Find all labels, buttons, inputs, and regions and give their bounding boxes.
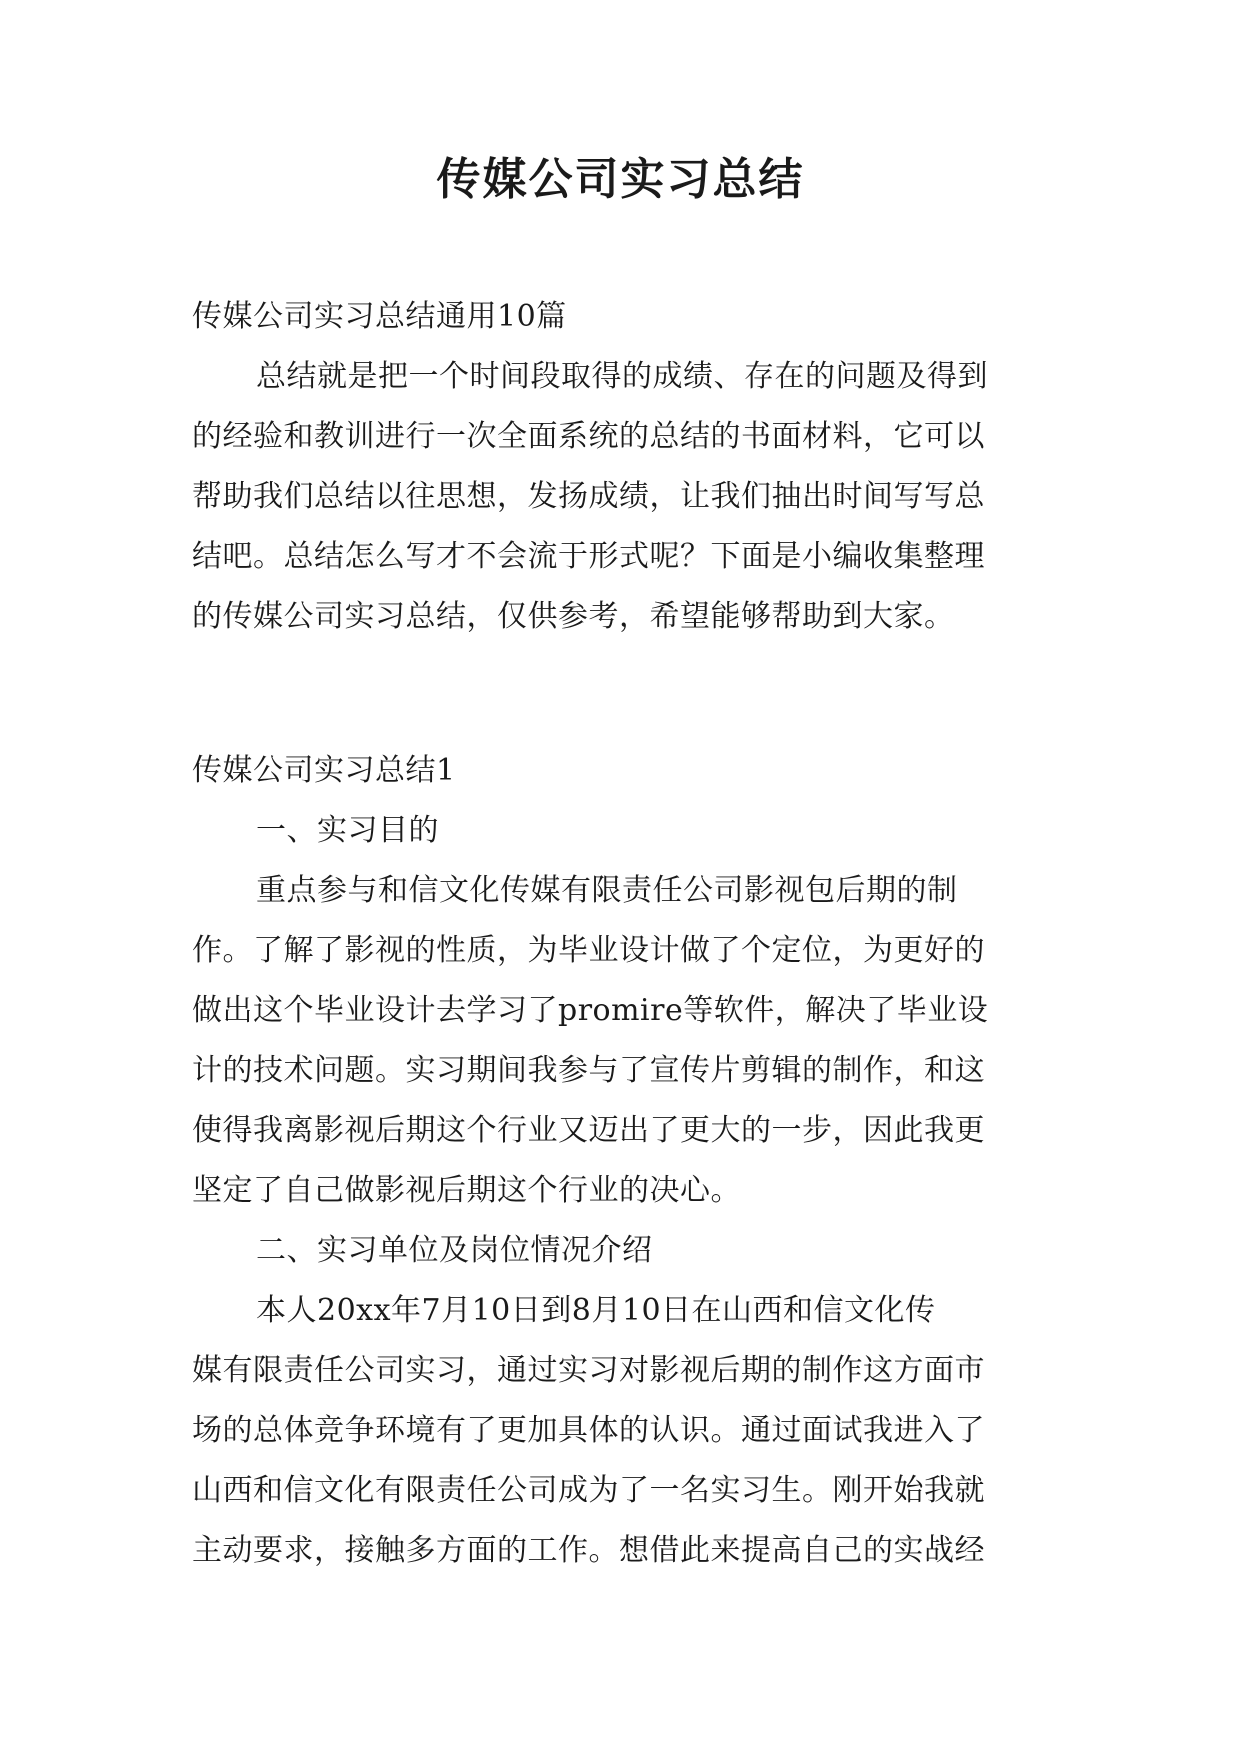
document-title: 传媒公司实习总结 [436, 154, 805, 205]
subheading-unit-intro: 二、实习单位及岗位情况介绍 [256, 1233, 653, 1268]
subheading-purpose: 一、实习目的 [256, 813, 439, 848]
paragraph-line: 场的总体竞争环境有了更加具体的认识。通过面试我进入了 [192, 1413, 985, 1448]
paragraph-line: 山西和信文化有限责任公司成为了一名实习生。刚开始我就 [192, 1473, 985, 1508]
section-spacer [192, 647, 1052, 741]
intro-line: 帮助我们总结以往思想，发扬成绩，让我们抽出时间写写总 [192, 479, 985, 514]
paragraph-line: 作。了解了影视的性质，为毕业设计做了个定位，为更好的 [192, 933, 985, 968]
intro-line: 的经验和教训进行一次全面系统的总结的书面材料，它可以 [192, 419, 985, 454]
paragraph-line: 做出这个毕业设计去学习了promire等软件，解决了毕业设 [192, 993, 989, 1028]
paragraph-line: 重点参与和信文化传媒有限责任公司影视包后期的制 [256, 873, 958, 908]
intro-line: 总结就是把一个时间段取得的成绩、存在的问题及得到 [256, 359, 988, 394]
section-heading: 传媒公司实习总结1 [192, 753, 456, 788]
paragraph-line: 主动要求，接触多方面的工作。想借此来提高自己的实战经 [192, 1533, 985, 1568]
paragraph-line: 使得我离影视后期这个行业又迈出了更大的一步，因此我更 [192, 1113, 985, 1148]
paragraph-line: 本人20xx年7月10日到8月10日在山西和信文化传 [256, 1293, 936, 1328]
intro-line: 的传媒公司实习总结，仅供参考，希望能够帮助到大家。 [192, 599, 955, 634]
intro-line: 结吧。总结怎么写才不会流于形式呢？下面是小编收集整理 [192, 539, 985, 574]
document-subtitle: 传媒公司实习总结通用10篇 [192, 299, 567, 334]
paragraph-line: 媒有限责任公司实习，通过实习对影视后期的制作这方面市 [192, 1353, 985, 1388]
paragraph-line: 坚定了自己做影视后期这个行业的决心。 [192, 1173, 741, 1208]
paragraph-line: 计的技术问题。实习期间我参与了宣传片剪辑的制作，和这 [192, 1053, 985, 1088]
document-body [192, 287, 1052, 1581]
